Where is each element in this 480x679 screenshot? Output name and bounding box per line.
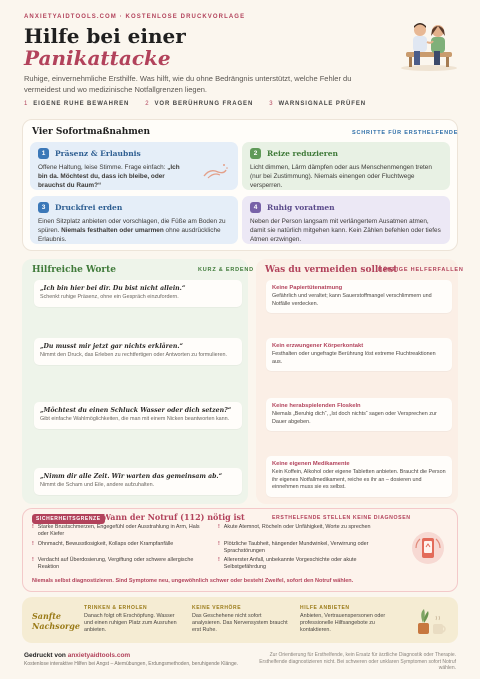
avoid-item-description: Gefährlich und veraltet; kann Sauerstoffmangel verschlimmern und Notfälle verdecken. xyxy=(272,293,432,307)
avoid-item xyxy=(266,398,452,431)
helpful-phrase xyxy=(34,338,242,365)
step-item xyxy=(269,101,366,107)
measure-title: Reize reduzieren xyxy=(267,149,338,158)
aftercare-column xyxy=(300,605,396,635)
emergency-sign xyxy=(218,557,396,571)
measure-title: Ruhig voratmen xyxy=(267,203,335,212)
aftercare-body: Danach folgt oft Erschöpfung. Wasser und einen ruhigen Platz zum Ausruhen anbieten. xyxy=(84,613,177,634)
measure-tile-2 xyxy=(242,142,450,190)
aftercare-heading: TRINKEN & ERHOLEN xyxy=(84,605,148,611)
aftercare-column xyxy=(84,605,180,635)
phrase-quote: „Ich bin hier bei dir. Du bist nicht allein.“ xyxy=(40,285,186,292)
aftercare-title-line: Sanfte xyxy=(32,611,62,621)
helpful-words-title: Hilfreiche Worte xyxy=(32,265,116,275)
avoid-item-title: Keine Papiertütenatmung xyxy=(272,285,343,291)
phrase-description: Nimmt die Scham und Eile, andere aufzuhalten. xyxy=(40,482,155,488)
avoid-item-description: Festhalten oder ungefragte Berührung löst extreme Fluchtreaktionen aus. xyxy=(272,351,436,365)
page-title-accent: Panikattacke xyxy=(24,46,171,70)
avoid-item-title: Keine herabspielenden Floskeln xyxy=(272,403,361,409)
step-label: EIGENE RUHE BEWAHREN xyxy=(33,101,130,107)
emergency-sign xyxy=(32,524,208,538)
step-number: 1 xyxy=(24,101,29,107)
measure-text: Neben der Person langsam mit verlängertem Ausatmen atmen, damit sie natürlich mitgehen kann. Kein Zählen befehlen oder tiefes Atmen erzwingen. xyxy=(250,218,441,243)
emergency-sign-text: Verdacht auf Überdosierung, Vergiftung oder schwere allergische Reaktion xyxy=(37,557,194,571)
phrase-quote: „Möchtest du einen Schluck Wasser oder dich setzen?“ xyxy=(40,407,232,414)
footer-printed-by xyxy=(24,652,130,659)
step-number: 3 xyxy=(269,101,274,107)
four-measures-tag: SCHRITTE FÜR ERSTHELFENDE xyxy=(352,130,459,136)
measure-title: Druckfrei erden xyxy=(55,203,123,212)
emergency-sign xyxy=(218,541,396,555)
safety-tag: ERSTHELFENDE STELLEN KEINE DIAGNOSEN xyxy=(272,515,411,521)
warning-icon: ! xyxy=(32,524,34,530)
measure-text xyxy=(38,163,188,190)
measure-number: 3 xyxy=(38,202,49,213)
avoid-title: Was du vermeiden solltest xyxy=(265,265,398,275)
phrase-description: Schenkt ruhige Präsenz, ohne ein Gespräch einzufordern. xyxy=(40,294,179,300)
avoid-item xyxy=(266,338,452,371)
emergency-sign xyxy=(32,557,208,571)
step-label: VOR BERÜHRUNG FRAGEN xyxy=(154,101,254,107)
step-label: WARNSIGNALE PRÜFEN xyxy=(278,101,366,107)
measure-text-emphasis: Niemals festhalten oder umarmen xyxy=(61,227,164,234)
measure-text xyxy=(38,217,230,244)
helpful-phrase xyxy=(34,402,242,429)
four-measures-title: Vier Sofortmaßnahmen xyxy=(32,127,151,137)
step-item xyxy=(145,101,253,107)
measure-tile-3 xyxy=(30,196,238,244)
measure-text-emphasis: „Ich bin da. Möchtest du, dass ich bleibe, oder brauchst du Raum?“ xyxy=(38,164,180,189)
step-number: 2 xyxy=(145,101,150,107)
avoid-item-title: Keine eigenen Medikamente xyxy=(272,461,350,467)
plant-mug-icon xyxy=(414,605,448,637)
measure-text-part: Einen Sitzplatz anbieten oder vorschlagen, die Füße am Boden zu spüren. xyxy=(38,218,226,234)
warning-icon: ! xyxy=(32,557,34,563)
measure-text-part: ohne ausdrückliche Erlaubnis. xyxy=(38,227,221,243)
page-title: Hilfe bei einer xyxy=(24,24,186,48)
hand-sparkle-icon xyxy=(200,160,230,182)
avoid-item-description: Kein Koffein, Alkohol oder eigene Tabletten anbieten. Braucht die Person ihr eigenes Notfallmedikament, reiche es ihr an – dosieren und einnehmen muss sie es selbst. xyxy=(272,469,446,490)
footer-disclaimer: Zur Orientierung für Ersthelfende, kein Ersatz für ärztliche Diagnostik oder Therapie. Ersthelfende diagnostizieren nicht. Bei schweren oder unklaren Symptomen sofort Notruf wählen. xyxy=(259,652,456,671)
emergency-sign-text: Ohnmacht, Bewusstlosigkeit, Kollaps oder Krampfanfälle xyxy=(37,541,174,547)
step-list xyxy=(24,101,366,107)
measure-number: 2 xyxy=(250,148,261,159)
aftercare-title-line: Nachsorge xyxy=(32,621,80,631)
emergency-sign-text: Plötzliche Taubheit, hängender Mundwinkel, Verwirrung oder Sprachstörungen xyxy=(223,541,369,555)
avoid-tag: HÄUFIGE HELFERFALLEN xyxy=(378,267,464,273)
phrase-description: Gibt einfache Wahlmöglichkeiten, die man mit einem Nicken beantworten kann. xyxy=(40,416,230,422)
warning-icon: ! xyxy=(32,541,34,547)
avoid-item-title: Kein erzwungener Körperkontakt xyxy=(272,343,364,349)
measure-text: Licht dimmen, Lärm dämpfen oder aus Menschenmengen treten (nur bei Zustimmung). Niemals einengen oder Fluchtwege versperren. xyxy=(250,164,432,189)
warning-icon: ! xyxy=(218,541,220,547)
emergency-sign xyxy=(218,524,396,531)
measure-text-part: Offene Haltung, leise Stimme. Frage einfach: xyxy=(38,164,168,171)
phrase-quote: „Du musst mir jetzt gar nichts erklären.“ xyxy=(40,343,184,350)
warning-icon: ! xyxy=(218,524,220,530)
lead-text: Ruhige, einvernehmliche Ersthilfe. Was hilft, wie du ohne Bedrängnis unterstützt, welche Fehler du vermeidest und wo medizinische Notfallgrenzen liegen. xyxy=(24,74,352,94)
phrase-quote: „Nimm dir alle Zeit. Wir warten das gemeinsam ab.“ xyxy=(40,473,223,480)
safety-title: Wann der Notruf (112) nötig ist xyxy=(102,512,245,522)
avoid-item xyxy=(266,456,452,497)
footer-subtitle: Kostenlose interaktive Hilfen bei Angst – Atemübungen, Erdungsmethoden, beruhigende Klänge. xyxy=(24,661,239,667)
emergency-sign-text: Starke Brustschmerzen, Engegefühl oder Ausstrahlung in Arm, Hals oder Kiefer xyxy=(37,524,200,538)
avoid-item-description: Niemals „Beruhig dich“, „Ist doch nichts“ sagen oder Versprechen zur Dauer abgeben. xyxy=(272,411,437,425)
helpful-phrase xyxy=(34,468,242,495)
aftercare-column xyxy=(192,605,288,635)
footer-label: Gedruckt von xyxy=(24,652,68,659)
measure-number: 1 xyxy=(38,148,49,159)
emergency-sign xyxy=(32,541,208,548)
safety-badge: SICHERHEITSGRENZE xyxy=(32,514,105,524)
emergency-sign-text: Akute Atemnot, Röcheln oder Unfähigkeit, Worte zu sprechen xyxy=(223,524,371,530)
footer-link[interactable]: anxietyaidtools.com xyxy=(67,652,131,659)
helpful-phrase xyxy=(34,280,242,307)
measure-tile-4 xyxy=(242,196,450,244)
step-item xyxy=(24,101,129,107)
avoid-item xyxy=(266,280,452,313)
measure-number: 4 xyxy=(250,202,261,213)
aftercare-title xyxy=(32,611,80,631)
emergency-sign-text: Allererster Anfall, unbekannte Vorgeschichte oder akute Selbstgefährdung xyxy=(223,557,357,571)
safety-footer: Niemals selbst diagnostizieren. Sind Symptome neu, ungewöhnlich schwer oder besteht Zweifel, sofort den Notruf wählen. xyxy=(32,578,354,584)
phrase-description: Nimmt den Druck, das Erleben zu rechtfertigen oder Antworten zu formulieren. xyxy=(40,352,227,358)
emergency-phone-icon xyxy=(410,530,446,566)
brand-line: ANXIETYAIDTOOLS.COM · KOSTENLOSE DRUCKVORLAGE xyxy=(24,14,246,20)
aftercare-body: Anbieten, Vertrauenspersonen oder professionelle Hilfsangebote zu kontaktieren. xyxy=(300,613,386,634)
aftercare-heading: HILFE ANBIETEN xyxy=(300,605,350,611)
helpful-words-tag: KURZ & ERDEND xyxy=(198,267,254,273)
supporting-friends-illustration xyxy=(398,18,460,72)
warning-icon: ! xyxy=(218,557,220,563)
aftercare-heading: KEINE VERHÖRE xyxy=(192,605,242,611)
aftercare-body: Das Geschehene nicht sofort analysieren. Das Nervensystem braucht erst Ruhe. xyxy=(192,613,288,634)
measure-title: Präsenz & Erlaubnis xyxy=(55,149,141,158)
